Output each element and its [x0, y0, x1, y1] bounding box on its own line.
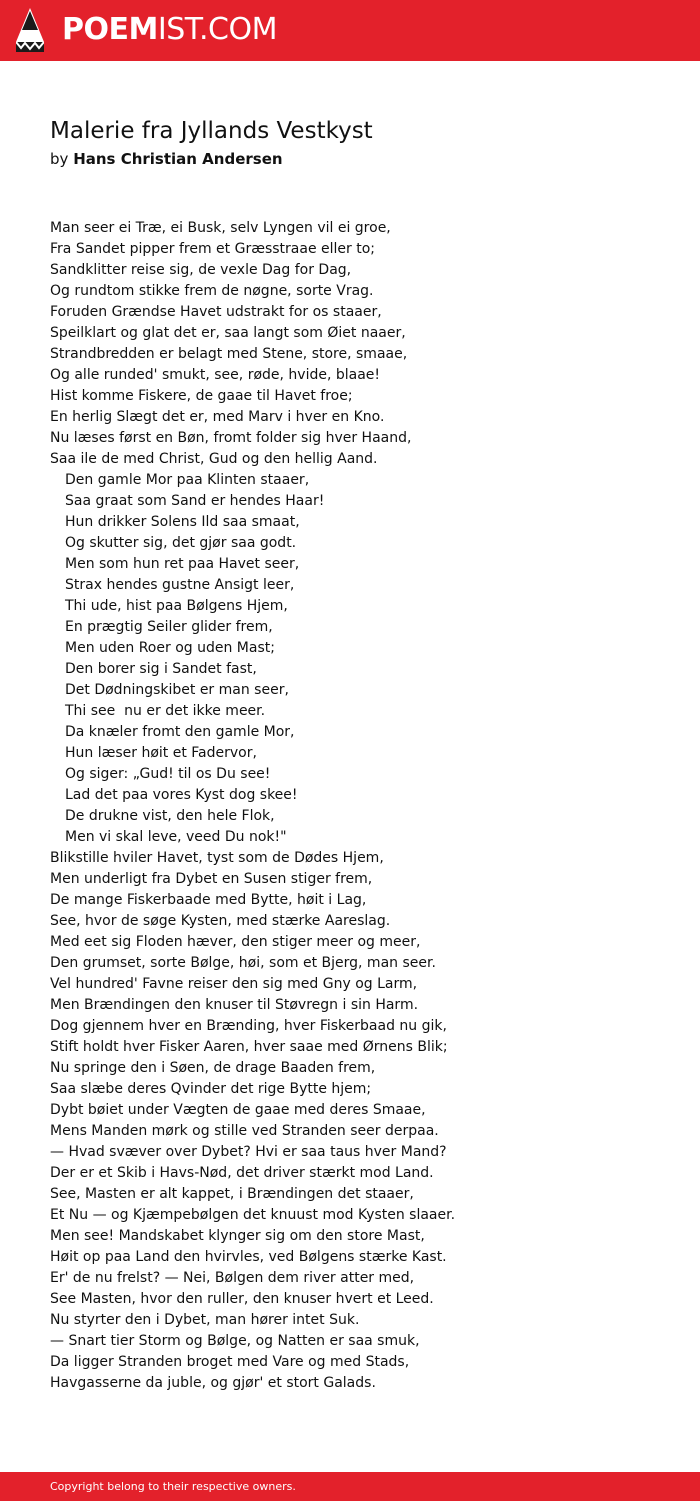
- poem-line: De drukne vist, den hele Flok,: [65, 808, 275, 824]
- poem-line: Stift holdt hver Fisker Aaren, hver saae med Ørnens Blik;: [50, 1039, 448, 1055]
- poem-line: Og skutter sig, det gjør saa godt.: [65, 535, 297, 551]
- poem-line: Dybt bøiet under Vægten de gaae med deres Smaae,: [50, 1102, 426, 1118]
- poem-line: Dog gjennem hver en Brænding, hver Fiskerbaad nu gik,: [50, 1018, 447, 1034]
- by-label: by: [50, 150, 69, 168]
- poem-line: Nu styrter den i Dybet, man hører intet Suk.: [50, 1312, 360, 1328]
- poem-line: — Snart tier Storm og Bølge, og Natten er saa smuk,: [50, 1333, 420, 1349]
- poem-line: Thi see nu er det ikke meer.: [65, 703, 266, 719]
- poem-line: Høit op paa Land den hvirvles, ved Bølgens stærke Kast.: [50, 1249, 447, 1265]
- poem-line: Hist komme Fiskere, de gaae til Havet froe;: [50, 388, 353, 404]
- poem-line: Saa slæbe deres Qvinder det rige Bytte hjem;: [50, 1081, 372, 1097]
- poem-body: [50, 218, 670, 1394]
- poem-line: See, Masten er alt kappet, i Brændingen det staaer,: [50, 1186, 414, 1202]
- poem-line: Strax hendes gustne Ansigt leer,: [65, 577, 295, 593]
- poem-line: Er' de nu frelst? — Nei, Bølgen dem river atter med,: [50, 1270, 415, 1286]
- poem-line: Der er et Skib i Havs-Nød, det driver stærkt mod Land.: [50, 1165, 434, 1181]
- poem-line: Den grumset, sorte Bølge, høi, som et Bjerg, man seer.: [50, 955, 436, 971]
- site-footer: [0, 1472, 700, 1501]
- poem-line: See, hvor de søge Kysten, med stærke Aareslag.: [50, 913, 391, 929]
- poem-line: See Masten, hvor den ruller, den knuser hvert et Leed.: [50, 1291, 434, 1307]
- poem-line: Men uden Roer og uden Mast;: [65, 640, 275, 656]
- logo-text-light: IST.COM: [157, 12, 277, 47]
- poem-line: Det Dødningskibet er man seer,: [65, 682, 289, 698]
- poem-line: Vel hundred' Favne reiser den sig med Gny og Larm,: [50, 976, 418, 992]
- poem-line: En prægtig Seiler glider frem,: [65, 619, 273, 635]
- site-logo[interactable]: [62, 12, 277, 48]
- author-name: Hans Christian Andersen: [73, 150, 283, 168]
- poem-line: Med eet sig Floden hæver, den stiger meer og meer,: [50, 934, 421, 950]
- poem-line: Hun læser høit et Fadervor,: [65, 745, 257, 761]
- poem-line: Thi ude, hist paa Bølgens Hjem,: [65, 598, 288, 614]
- poem-line: Et Nu — og Kjæmpebølgen det knuust mod Kysten slaaer.: [50, 1207, 456, 1223]
- poem-line: Foruden Grændse Havet udstrakt for os staaer,: [50, 304, 382, 320]
- poem-line: Strandbredden er belagt med Stene, store, smaae,: [50, 346, 408, 362]
- poem-line: Men som hun ret paa Havet seer,: [65, 556, 300, 572]
- poem-line: Hun drikker Solens Ild saa smaat,: [65, 514, 300, 530]
- poem-line: Men see! Mandskabet klynger sig om den store Mast,: [50, 1228, 425, 1244]
- poem-line: Nu læses først en Bøn, fromt folder sig hver Haand,: [50, 430, 412, 446]
- poem-line: Blikstille hviler Havet, tyst som de Dødes Hjem,: [50, 850, 384, 866]
- poem-line: Men Brændingen den knuser til Støvregn i sin Harm.: [50, 997, 419, 1013]
- poem-line: Fra Sandet pipper frem et Græsstraae eller to;: [50, 241, 375, 257]
- poem-line: Men vi skal leve, veed Du nok!": [65, 829, 287, 845]
- poem-line: Havgasserne da juble, og gjør' et stort Galads.: [50, 1375, 376, 1391]
- byline: [50, 149, 283, 169]
- poem-line: Den borer sig i Sandet fast,: [65, 661, 257, 677]
- poem-line: Da knæler fromt den gamle Mor,: [65, 724, 295, 740]
- poem-line: Man seer ei Træ, ei Busk, selv Lyngen vil ei groe,: [50, 220, 391, 236]
- poem-line: Nu springe den i Søen, de drage Baaden frem,: [50, 1060, 376, 1076]
- poem-line: Men underligt fra Dybet en Susen stiger frem,: [50, 871, 373, 887]
- poem-line: En herlig Slægt det er, med Marv i hver en Kno.: [50, 409, 385, 425]
- poem-line: Da ligger Stranden broget med Vare og med Stads,: [50, 1354, 410, 1370]
- poem-line: De mange Fiskerbaade med Bytte, høit i Lag,: [50, 892, 367, 908]
- poem-line: Og rundtom stikke frem de nøgne, sorte Vrag.: [50, 283, 374, 299]
- poem-line: Saa graat som Sand er hendes Haar!: [65, 493, 325, 509]
- site-header: [0, 0, 700, 61]
- logo-text-bold: POEM: [62, 12, 158, 47]
- poem-line: — Hvad svæver over Dybet? Hvi er saa taus hver Mand?: [50, 1144, 447, 1160]
- poem-line: Den gamle Mor paa Klinten staaer,: [65, 472, 310, 488]
- poem-line: Lad det paa vores Kyst dog skee!: [65, 787, 298, 803]
- poem-title: Malerie fra Jyllands Vestkyst: [50, 118, 373, 144]
- poem-line: Sandklitter reise sig, de vexle Dag for Dag,: [50, 262, 352, 278]
- poem-line: Og siger: „Gud! til os Du see!: [65, 766, 271, 782]
- copyright-text: Copyright belong to their respective owners.: [50, 1480, 296, 1493]
- poem-line: Speilklart og glat det er, saa langt som Øiet naaer,: [50, 325, 406, 341]
- poem-line: Saa ile de med Christ, Gud og den hellig Aand.: [50, 451, 378, 467]
- poem-line: Mens Manden mørk og stille ved Stranden seer derpaa.: [50, 1123, 439, 1139]
- pencil-tip-icon[interactable]: [16, 8, 44, 52]
- poem-line: Og alle runded' smukt, see, røde, hvide, blaae!: [50, 367, 381, 383]
